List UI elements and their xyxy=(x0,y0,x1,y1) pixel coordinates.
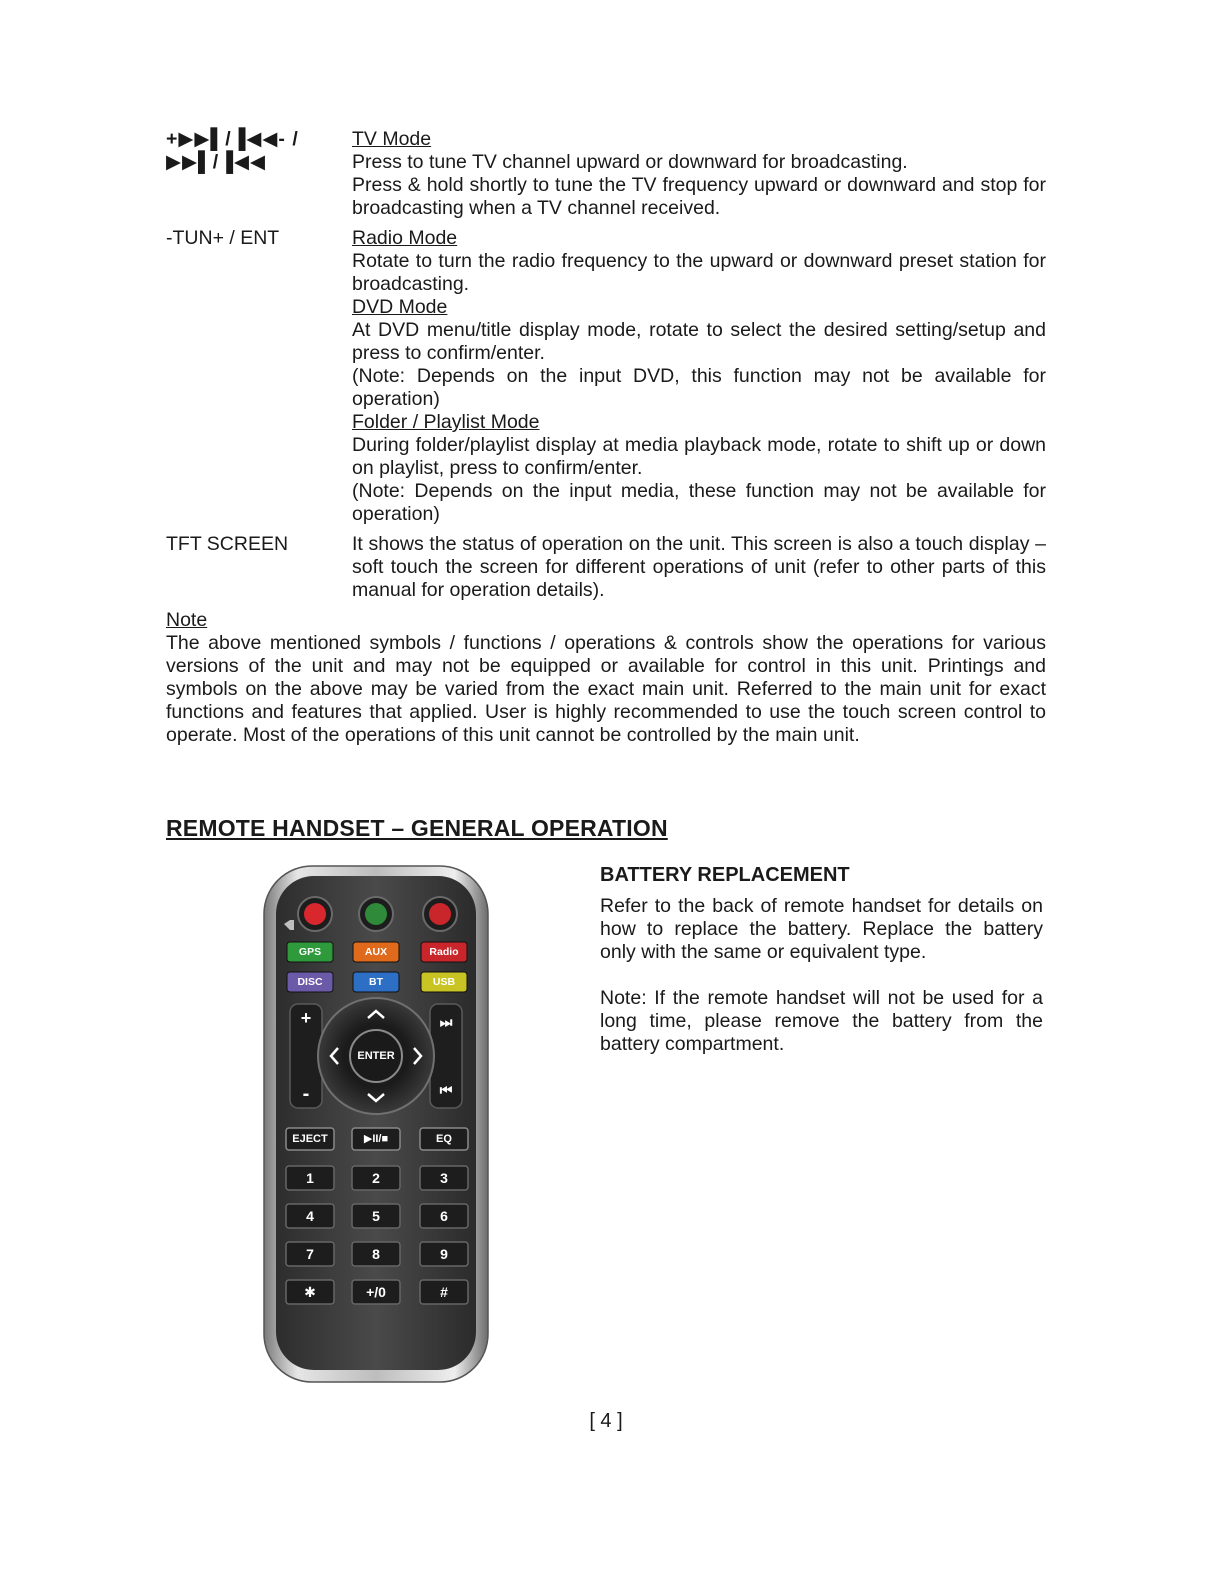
definition-description xyxy=(352,128,1046,220)
keypad-button-label: 8 xyxy=(372,1246,380,1262)
description-text: It shows the status of operation on the unit. This screen is also a touch display – soft touch the screen for different operations of unit (refer to other parts of this manual for operation details). xyxy=(352,533,1046,601)
skip-symbol-icon: +▶▶▌/▐◀◀- / xyxy=(166,128,299,150)
call-button-icon xyxy=(365,903,387,925)
media-button-label: DISC xyxy=(297,976,323,988)
keypad-button-label: # xyxy=(440,1284,448,1300)
keypad-button-label: 7 xyxy=(306,1246,314,1262)
note-block xyxy=(166,609,1046,747)
remote-handset-image xyxy=(258,862,494,1388)
hang-up-button-icon xyxy=(429,903,451,925)
definition-row xyxy=(166,227,1046,526)
previous-track-icon: ⏮ xyxy=(439,1082,453,1098)
mode-title: Radio Mode xyxy=(352,227,458,249)
description-text: Rotate to turn the radio frequency to the upward or downward preset station for broadcasting. xyxy=(352,250,1046,295)
keypad-button-label: 6 xyxy=(440,1208,448,1224)
keypad-button-label: 1 xyxy=(306,1170,314,1186)
definition-description xyxy=(352,533,1046,602)
definition-key xyxy=(166,533,352,602)
source-button-label: Radio xyxy=(429,946,459,958)
keypad-button-label: +/0 xyxy=(366,1284,386,1300)
description-text: Press to tune TV channel upward or downward for broadcasting. xyxy=(352,151,908,173)
function-button-label: EQ xyxy=(436,1133,452,1145)
enter-label: ENTER xyxy=(357,1050,395,1062)
source-button-label: GPS xyxy=(298,946,322,958)
section-heading: REMOTE HANDSET – GENERAL OPERATION xyxy=(166,815,668,841)
definition-list xyxy=(166,128,1046,602)
description-text: (Note: Depends on the input media, these function may not be available for operation) xyxy=(352,480,1046,525)
page-number: [ 4 ] xyxy=(589,1410,623,1432)
mode-title: Folder / Playlist Mode xyxy=(352,411,540,433)
description-text: Press & hold shortly to tune the TV frequency upward or downward and stop for broadcasting when a TV channel received. xyxy=(352,174,1046,219)
note-title: Note xyxy=(166,609,208,631)
next-track-icon: ⏭ xyxy=(439,1014,453,1030)
keypad-button-label: 9 xyxy=(440,1246,448,1262)
mode-title: DVD Mode xyxy=(352,296,448,318)
keypad-button-label: 2 xyxy=(372,1170,380,1186)
definition-key xyxy=(166,227,352,526)
definition-description xyxy=(352,227,1046,526)
battery-replacement xyxy=(600,864,1043,1079)
power-button-icon xyxy=(304,903,326,925)
keypad-button-label: 5 xyxy=(372,1208,380,1224)
battery-paragraph-1: Refer to the back of remote handset for details on how to replace the battery. Replace the battery only with the same or equivalent type. xyxy=(600,895,1043,963)
keypad-button-label: 3 xyxy=(440,1170,448,1186)
note-text: The above mentioned symbols / functions / operations & controls show the operations for various versions of the unit and may not be equipped or available for control in this unit. Printings and symbols on the above may be varied from the exact main unit. Referred to the main unit for exact functions and features that applied. User is highly recommended to use the touch screen control to operate. Most of the operations of this unit cannot be controlled by the main unit. xyxy=(166,632,1046,746)
control-name: -TUN+ / ENT xyxy=(166,227,280,249)
volume-down-label: - xyxy=(302,1083,310,1105)
description-text: (Note: Depends on the input DVD, this function may not be available for operation) xyxy=(352,365,1046,410)
media-button-label: USB xyxy=(432,976,456,988)
source-button-label: AUX xyxy=(364,946,388,958)
mode-title: TV Mode xyxy=(352,128,432,150)
function-button-label: EJECT xyxy=(292,1133,328,1145)
description-text: During folder/playlist display at media playback mode, rotate to shift up or down on playlist, press to confirm/enter. xyxy=(352,434,1046,479)
remote-handset-drawing xyxy=(258,862,494,1388)
skip-symbol-icon: ▶▶▌/▐◀◀ xyxy=(166,151,267,173)
battery-paragraph-2: Note: If the remote handset will not be used for a long time, please remove the battery from the battery compartment. xyxy=(600,987,1043,1055)
definition-key xyxy=(166,128,352,220)
battery-title: BATTERY REPLACEMENT xyxy=(600,864,850,886)
function-button-label: ▶II/■ xyxy=(363,1133,389,1145)
description-text: At DVD menu/title display mode, rotate to select the desired setting/setup and press to confirm/enter. xyxy=(352,319,1046,364)
function-definitions xyxy=(166,128,1046,747)
definition-row xyxy=(166,533,1046,602)
volume-up-label: + xyxy=(300,1008,312,1028)
keypad-button-label: ✱ xyxy=(304,1284,316,1300)
definition-row xyxy=(166,128,1046,220)
control-name: TFT SCREEN xyxy=(166,533,289,555)
media-button-label: BT xyxy=(369,976,383,988)
keypad-button-label: 4 xyxy=(306,1208,314,1224)
